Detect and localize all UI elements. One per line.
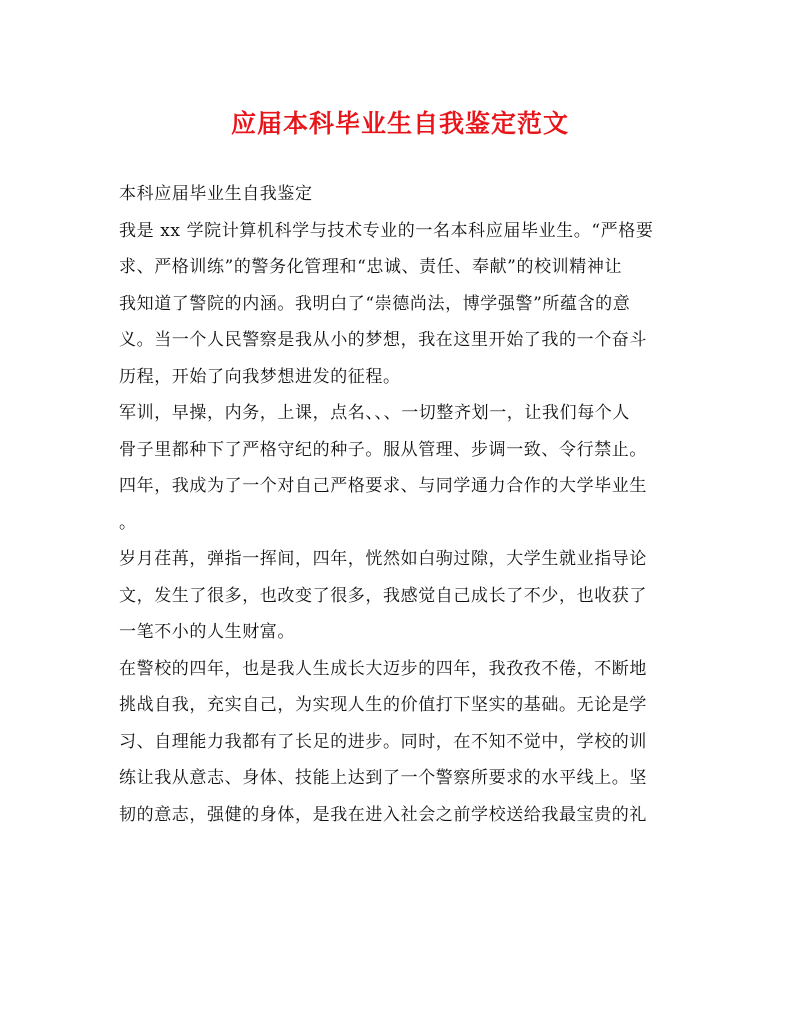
text-line: 在警校的四年，也是我人生成长大迈步的四年，我孜孜不倦，不断地 <box>119 658 647 679</box>
text-line: 义。当一个人民警察是我从小的梦想，我在这里开始了我的一个奋斗 <box>119 330 647 350</box>
text-line: 本科应届毕业生自我鉴定 <box>119 184 313 204</box>
text-line: 挑战自我，充实自己，为实现人生的价值打下坚实的基础。无论是学 <box>119 695 647 715</box>
text-line: 我知道了警院的内涵。我明白了“崇德尚法，博学强警”所蕴含的意 <box>119 293 631 314</box>
text-line: 韧的意志，强健的身体，是我在进入社会之前学校送给我最宝贵的礼 <box>119 804 647 825</box>
text-line: 四年，我成为了一个对自己严格要求、与同学通力合作的大学毕业生 <box>119 476 647 496</box>
text-line: 。 <box>119 512 137 533</box>
text-line: 军训，早操，内务，上课，点名、、、一切整齐划一，让我们每个人 <box>119 403 630 423</box>
document-body <box>119 176 691 833</box>
text-line: 习、自理能力我都有了长足的进步。同时，在不知不觉中，学校的训 <box>119 731 647 752</box>
text-line: 我是 xx 学院计算机科学与技术专业的一名本科应届毕业生。“严格要 <box>119 220 654 241</box>
text-line: 文，发生了很多，也改变了很多，我感觉自己成长了不少，也收获了 <box>119 585 647 606</box>
text-line: 骨子里都种下了严格守纪的种子。服从管理、步调一致、令行禁止。 <box>119 439 647 460</box>
text-line: 一笔不小的人生财富。 <box>119 622 295 642</box>
text-line: 练让我从意志、身体、技能上达到了一个警察所要求的水平线上。坚 <box>119 768 647 788</box>
text-line: 求、严格训练”的警务化管理和“忠诚、责任、奉献”的校训精神让 <box>119 257 623 277</box>
document-title: 应届本科毕业生自我鉴定范文 <box>230 109 569 138</box>
text-line: 历程，开始了向我梦想进发的征程。 <box>119 366 401 387</box>
text-line: 岁月荏苒，弹指一挥间，四年，恍然如白驹过隙，大学生就业指导论 <box>119 549 647 569</box>
